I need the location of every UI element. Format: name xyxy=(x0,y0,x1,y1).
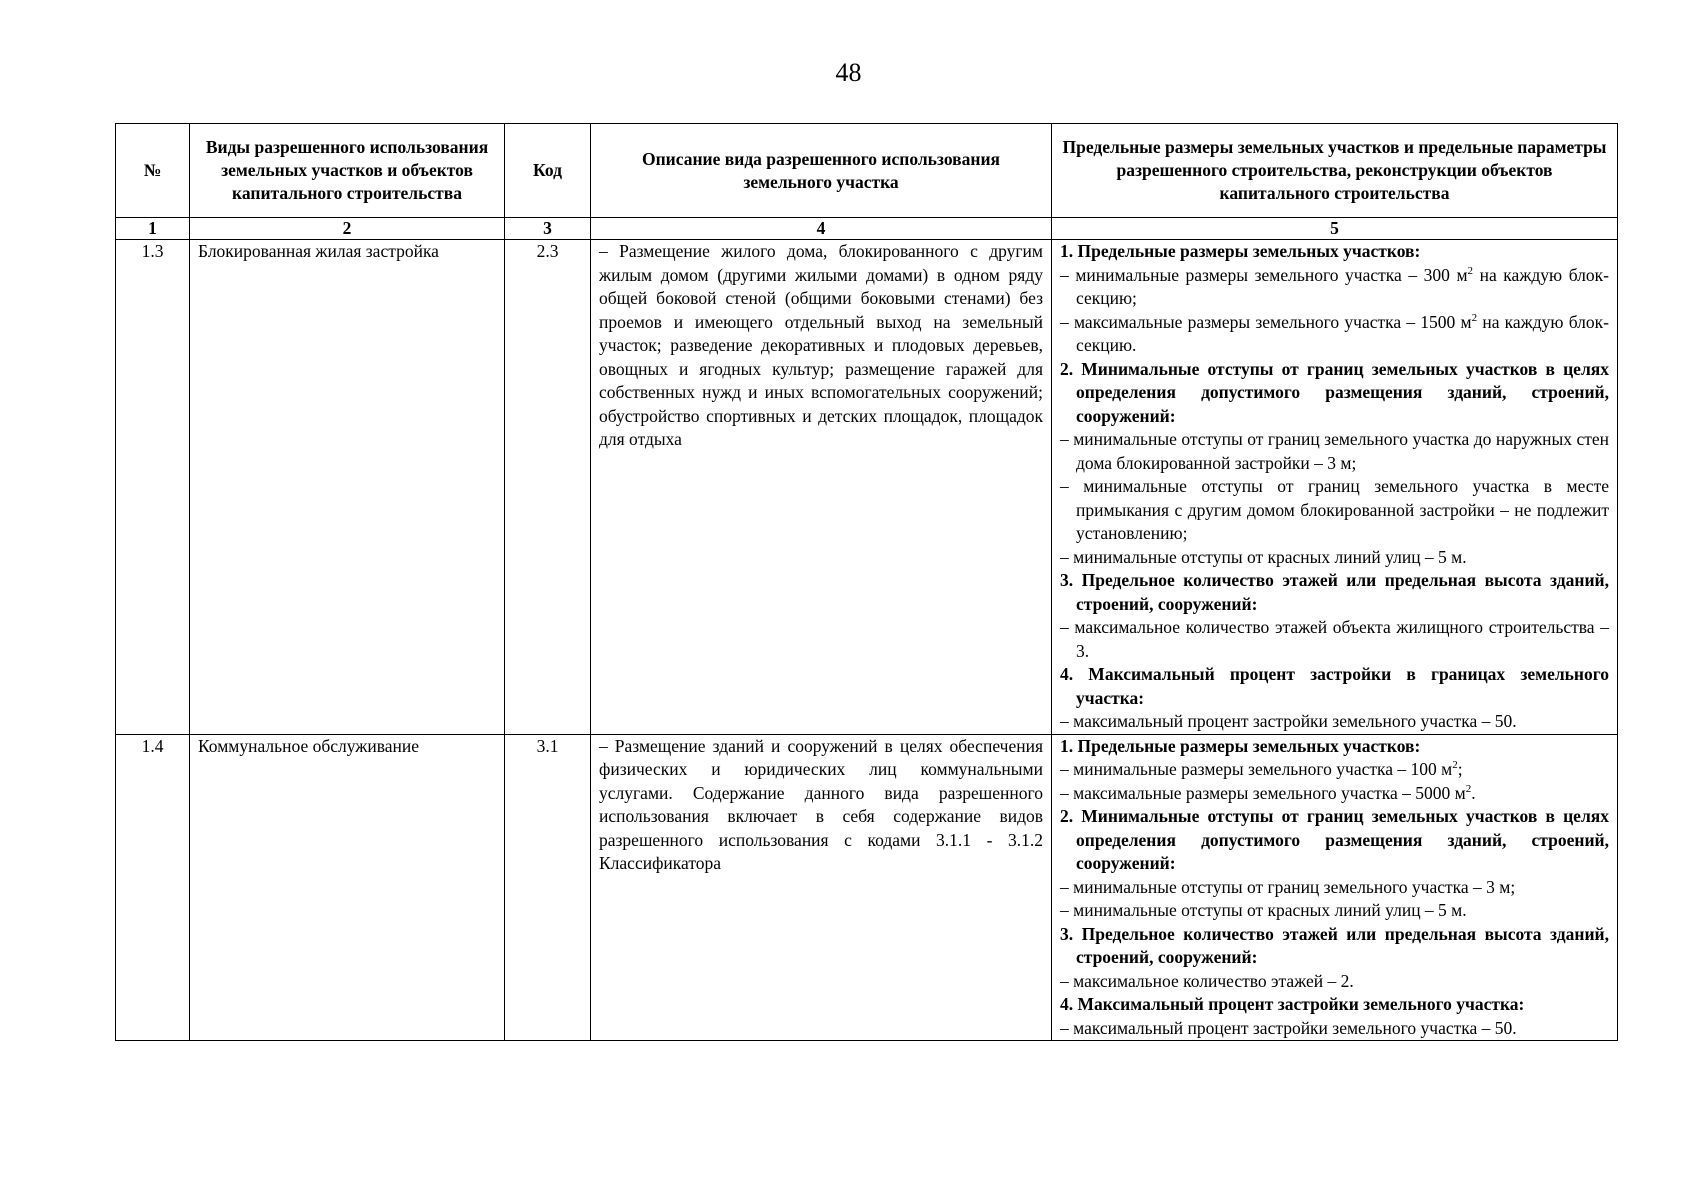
param-text: – минимальные размеры земельного участка – 300 м xyxy=(1060,264,1468,285)
param-item xyxy=(1060,264,1609,311)
param-text: 1. Предельные размеры земельных участков: xyxy=(1060,241,1421,261)
row-description-cell: – Размещение зданий и сооружений в целях обеспечения физических и юридических лиц коммунальными услугами. Содержание данного вида разрешенного использования включает в себя содержание видов разрешенного использования с кодами 3.1.1 - 3.1.2 Классификатора xyxy=(591,734,1052,1041)
column-number: 5 xyxy=(1052,218,1618,240)
param-item xyxy=(1060,782,1609,806)
param-text: 2. Минимальные отступы от границ земельных участков в целях определения допустимого размещения зданий, строений, сооружений: xyxy=(1060,358,1609,426)
row-number-cell: 1.3 xyxy=(116,240,190,735)
param-superscript: 2 xyxy=(1467,264,1474,277)
param-text: – минимальные отступы от границ земельного участка – 3 м; xyxy=(1060,876,1516,897)
param-item xyxy=(1060,1017,1609,1041)
param-item xyxy=(1060,899,1609,923)
column-number: 1 xyxy=(116,218,190,240)
param-text: – максимальное количество этажей объекта жилищного строительства – 3. xyxy=(1060,617,1609,661)
land-use-table xyxy=(115,123,1618,1041)
row-type-cell: Коммунальное обслуживание xyxy=(190,734,505,1041)
param-text-tail: на каждую блок-секцию. xyxy=(1076,311,1609,355)
param-text: – минимальные отступы от красных линий улиц – 5 м. xyxy=(1060,900,1467,920)
param-text: – минимальные отступы от границ земельного участка до наружных стен дома блокированной застройки – 3 м; xyxy=(1060,429,1609,473)
param-heading xyxy=(1060,569,1609,616)
column-number: 4 xyxy=(591,218,1052,240)
param-item xyxy=(1060,970,1609,994)
table-row xyxy=(116,240,1618,735)
header-types: Виды разрешенного использования земельных участков и объектов капитального строительства xyxy=(190,124,505,218)
param-text: 4. Максимальный процент застройки в границах земельного участка: xyxy=(1060,664,1609,708)
param-heading xyxy=(1060,805,1609,876)
header-code: Код xyxy=(505,124,591,218)
column-number: 2 xyxy=(190,218,505,240)
param-item xyxy=(1060,428,1609,475)
header-row xyxy=(116,124,1618,218)
param-text: – минимальные отступы от красных линий улиц – 5 м. xyxy=(1060,546,1467,567)
param-text: 2. Минимальные отступы от границ земельных участков в целях определения допустимого размещения зданий, строений, сооружений: xyxy=(1060,806,1609,873)
param-text-tail: на каждую блок-секцию; xyxy=(1076,264,1609,308)
param-item xyxy=(1060,546,1609,570)
param-text-tail: . xyxy=(1471,782,1476,803)
param-item xyxy=(1060,475,1609,546)
param-item xyxy=(1060,616,1609,663)
row-type-cell: Блокированная жилая застройка xyxy=(190,240,505,735)
param-superscript: 2 xyxy=(1452,759,1458,772)
param-text: 3. Предельное количество этажей или предельная высота зданий, строений, сооружений: xyxy=(1060,570,1609,614)
param-text-tail: ; xyxy=(1457,759,1463,779)
column-number: 3 xyxy=(505,218,591,240)
param-heading xyxy=(1060,735,1609,759)
header-params: Предельные размеры земельных участков и предельные параметры разрешенного строительства, реконструкции объектов капитального строительства xyxy=(1052,124,1618,218)
row-description-cell: – Размещение жилого дома, блокированного с другим жилым домом (другими жилыми домами) в одном ряду общей боковой стеной (общими боковыми стенами) без проемов и имеющего отдельный выход на земельный участок; разведение декоративных и плодовых деревьев, овощных и ягодных культур; размещение гаражей для собственных нужд и иных вспомогательных сооружений; обустройство спортивных и детских площадок, площадок для отдыха xyxy=(591,240,1052,735)
param-text: 4. Максимальный процент застройки земельного участка: xyxy=(1060,994,1525,1014)
row-code-cell: 3.1 xyxy=(505,734,591,1041)
header-no: № xyxy=(116,124,190,218)
param-text: – максимальный процент застройки земельного участка – 50. xyxy=(1060,711,1517,731)
param-text: – максимальный процент застройки земельного участка – 50. xyxy=(1060,1017,1517,1038)
param-item xyxy=(1060,311,1609,358)
param-text: 1. Предельные размеры земельных участков: xyxy=(1060,735,1421,756)
param-heading xyxy=(1060,663,1609,710)
param-text: – минимальные отступы от границ земельного участка в месте примыкания с другим домом блокированной застройки – не подлежит установлению; xyxy=(1060,476,1609,543)
param-heading xyxy=(1060,240,1609,264)
param-text: – максимальное количество этажей – 2. xyxy=(1060,970,1354,991)
param-text: – максимальные размеры земельного участка – 1500 м xyxy=(1060,311,1472,332)
row-number-cell: 1.4 xyxy=(116,734,190,1041)
param-heading xyxy=(1060,358,1609,429)
param-item xyxy=(1060,758,1609,782)
page-number: 48 xyxy=(835,58,862,87)
param-superscript: 2 xyxy=(1465,782,1472,795)
param-item xyxy=(1060,710,1609,734)
param-item xyxy=(1060,876,1609,900)
param-text: – максимальные размеры земельного участка – 5000 м xyxy=(1060,782,1466,803)
param-heading xyxy=(1060,993,1609,1017)
param-text: 3. Предельное количество этажей или предельная высота зданий, строений, сооружений: xyxy=(1060,923,1609,967)
header-description: Описание вида разрешенного использования земельного участка xyxy=(591,124,1052,218)
param-superscript: 2 xyxy=(1471,311,1478,324)
row-params-cell xyxy=(1052,240,1618,735)
row-code-cell: 2.3 xyxy=(505,240,591,735)
param-heading xyxy=(1060,923,1609,970)
column-number-row xyxy=(116,218,1618,240)
row-params-cell xyxy=(1052,734,1618,1041)
param-text: – минимальные размеры земельного участка – 100 м xyxy=(1060,759,1453,779)
table-row xyxy=(116,734,1618,1041)
